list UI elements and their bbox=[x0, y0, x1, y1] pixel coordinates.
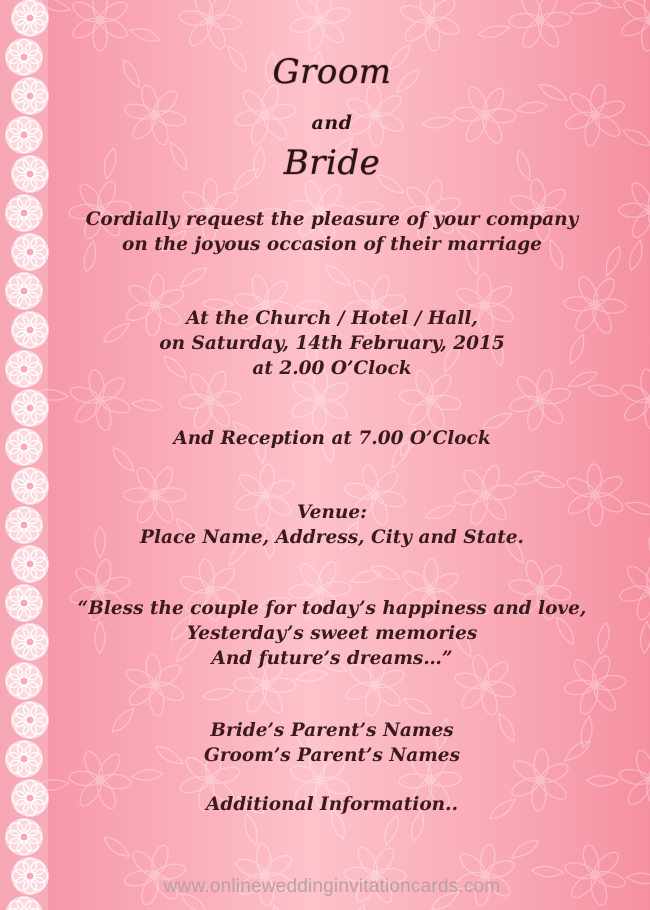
flower-motif bbox=[618, 149, 650, 270]
lace-flower bbox=[11, 311, 49, 349]
lace-flower bbox=[11, 233, 49, 271]
lace-flower bbox=[5, 350, 43, 388]
reception-section bbox=[62, 426, 602, 451]
lace-flower bbox=[5, 38, 43, 76]
bride-name: Bride bbox=[283, 143, 381, 183]
quote-line-3: And future’s dreams…” bbox=[211, 648, 453, 669]
flower-motif bbox=[638, 435, 650, 555]
request-line-1: Cordially request the pleasure of your company bbox=[85, 209, 579, 230]
request-line-2: on the joyous occasion of their marriage bbox=[122, 234, 542, 255]
ceremony-section bbox=[62, 306, 602, 381]
lace-flower bbox=[5, 584, 43, 622]
lace-flower bbox=[5, 116, 43, 154]
lace-flower bbox=[11, 701, 49, 739]
lace-flower bbox=[11, 389, 49, 427]
lace-flower bbox=[5, 506, 43, 544]
groom-parents: Groom’s Parent’s Names bbox=[204, 745, 460, 766]
lace-flower bbox=[5, 662, 43, 700]
parents-section bbox=[62, 718, 602, 768]
lace-flower bbox=[11, 0, 49, 37]
quote-line-2: Yesterday’s sweet memories bbox=[186, 623, 478, 644]
bride-parents: Bride’s Parent’s Names bbox=[210, 720, 454, 741]
lace-flower bbox=[5, 740, 43, 778]
venue-section bbox=[62, 500, 602, 550]
lace-flower bbox=[11, 779, 49, 817]
request-section bbox=[62, 207, 602, 257]
additional-info: Additional Information.. bbox=[205, 794, 459, 815]
lace-flower bbox=[5, 428, 43, 466]
lace-flower bbox=[11, 155, 49, 193]
ceremony-time: at 2.00 O’Clock bbox=[252, 358, 412, 379]
groom-name: Groom bbox=[272, 52, 392, 92]
lace-flower bbox=[5, 272, 43, 310]
website-url[interactable]: www.onlineweddinginvitationcards.com bbox=[163, 876, 501, 897]
quote-section bbox=[62, 596, 602, 671]
ceremony-place: At the Church / Hotel / Hall, bbox=[186, 308, 478, 329]
and-connector: and bbox=[311, 112, 353, 134]
flower-motif bbox=[641, 50, 650, 180]
venue-address: Place Name, Address, City and State. bbox=[140, 527, 524, 548]
ceremony-date: on Saturday, 14th February, 2015 bbox=[159, 333, 505, 354]
reception-time: And Reception at 7.00 O’Clock bbox=[173, 428, 491, 449]
lace-flower bbox=[11, 467, 49, 505]
invitation-text bbox=[62, 0, 602, 910]
lace-flower bbox=[11, 77, 49, 115]
quote-line-1: “Bless the couple for today’s happiness and love, bbox=[77, 598, 587, 619]
lace-flower bbox=[5, 818, 43, 856]
flower-motif bbox=[642, 239, 650, 370]
venue-label: Venue: bbox=[297, 502, 367, 523]
additional-section bbox=[62, 792, 602, 817]
lace-border bbox=[0, 0, 62, 910]
lace-flower bbox=[5, 194, 43, 232]
lace-flower bbox=[11, 545, 49, 583]
flower-motif bbox=[606, 525, 650, 656]
lace-flower bbox=[11, 623, 49, 661]
